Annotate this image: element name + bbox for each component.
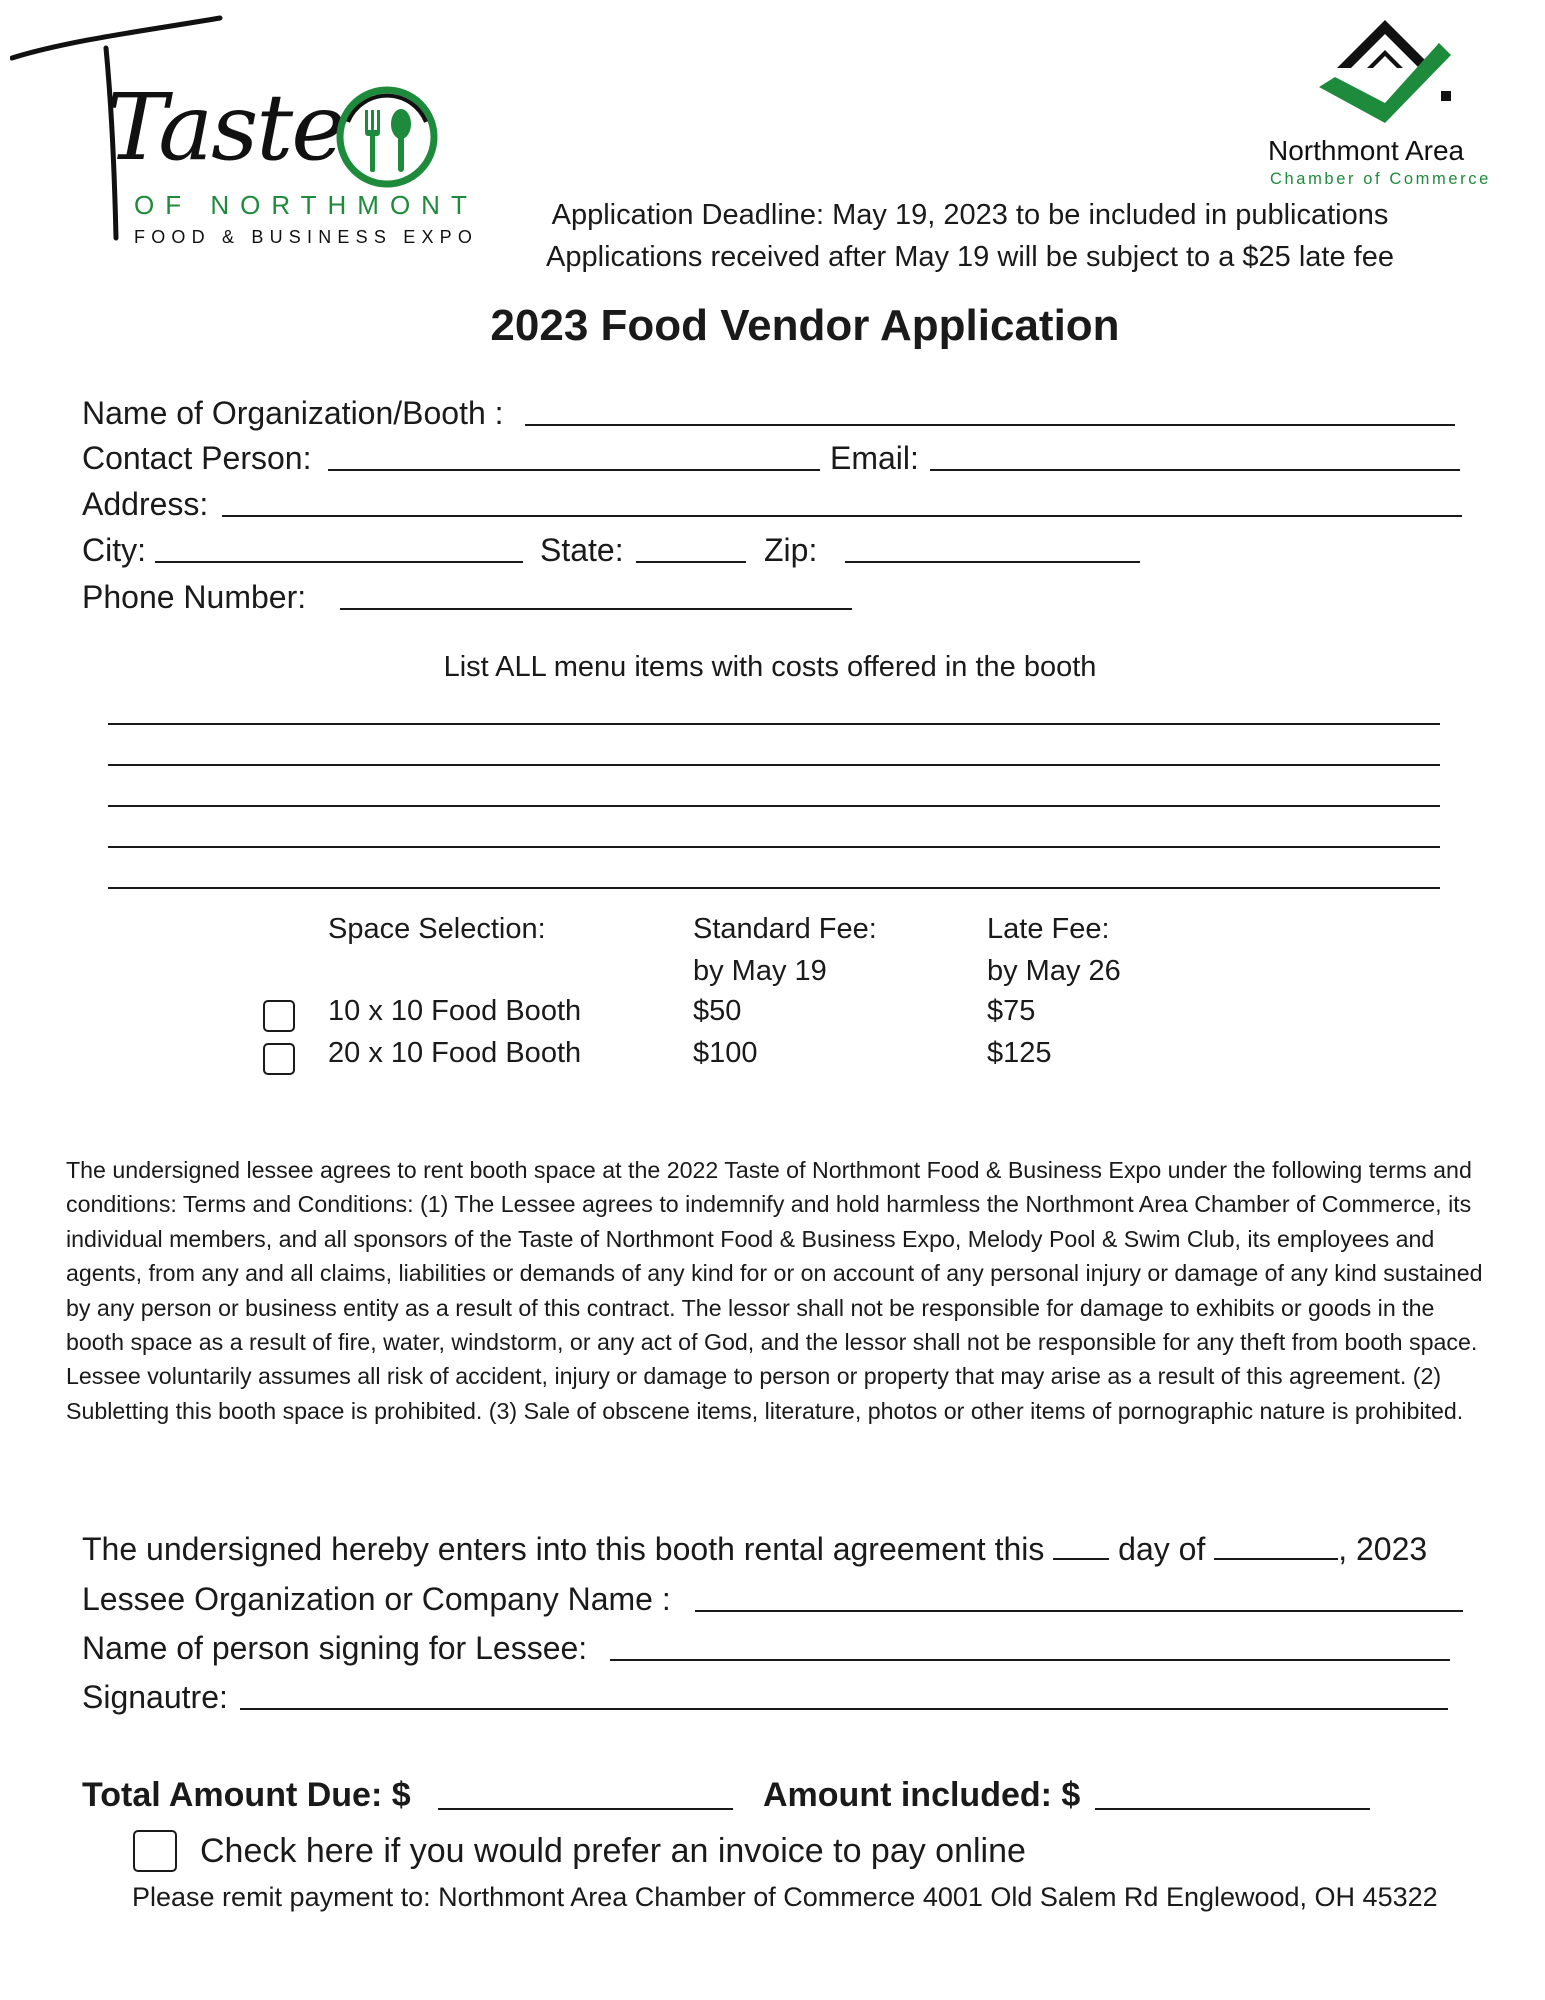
zip-field[interactable]: [845, 561, 1140, 563]
signature-label: Signautre:: [82, 1679, 228, 1715]
city-field[interactable]: [155, 561, 523, 563]
email-label: Email:: [830, 440, 919, 476]
contact-person-label: Contact Person:: [82, 440, 312, 476]
booth-20x10-standard-fee: $100: [693, 1037, 758, 1069]
taste-logo: [10, 10, 490, 250]
amount-included-label: Amount included: $: [763, 1776, 1081, 1814]
phone-field[interactable]: [340, 608, 852, 610]
email-field[interactable]: [930, 469, 1460, 471]
booth-10x10-standard-fee: $50: [693, 995, 742, 1027]
chamber-logo: [1250, 15, 1520, 190]
late-fee-header: Late Fee:: [987, 913, 1110, 945]
taste-script-word: Taste: [106, 74, 344, 181]
invoice-checkbox[interactable]: [133, 1830, 177, 1872]
deadline-notice-2: Applications received after May 19 will be subject to a $25 late fee: [546, 241, 1394, 273]
signer-name-label: Name of person signing for Lessee:: [82, 1630, 588, 1666]
city-label: City:: [82, 532, 146, 568]
address-label: Address:: [82, 486, 209, 522]
menu-line-2[interactable]: [108, 764, 1440, 766]
agreement-day-field[interactable]: [1053, 1532, 1109, 1560]
invoice-label: Check here if you would prefer an invoice to pay online: [200, 1832, 1026, 1870]
signature-field[interactable]: [240, 1708, 1448, 1710]
phone-label: Phone Number:: [82, 579, 307, 615]
booth-20x10-label: 20 x 10 Food Booth: [328, 1037, 582, 1069]
agreement-text: [82, 1530, 1427, 1568]
company-name-field[interactable]: [695, 1610, 1463, 1612]
zip-label: Zip:: [764, 532, 818, 568]
state-field[interactable]: [636, 561, 746, 563]
agreement-year: , 2023: [1338, 1531, 1428, 1567]
agreement-month-field[interactable]: [1214, 1532, 1338, 1560]
space-selection-header: Space Selection:: [328, 913, 546, 945]
deadline-notice-1: Application Deadline: May 19, 2023 to be included in publications: [551, 199, 1389, 231]
terms-and-conditions: The undersigned lessee agrees to rent booth space at the 2022 Taste of Northmont Food & Business Expo under the following terms and conditions: Terms and Conditions: (1) The Lessee agrees to indemnify and hold harmless the Northmont Area Chamber of Commerce, its individual members, and all sponsors of the Taste of Northmont Food & Business Expo, Melody Pool & Swim Club, its employees and agents, from any and all claims, liabilities or demands of any kind for or on account of any personal injury or damage of any kind sustained by any person or business entity as a result of this contract. The lessor shall not be responsible for damage to exhibits or goods in the booth space as a result of fire, water, windstorm, or any act of God, and the lessor shall not be responsible for any theft from booth space. Lessee voluntarily assumes all risk of accident, injury or damage to person or property that may arise as a result of this agreement. (2) Subletting this booth space is prohibited. (3) Sale of obscene items, literature, photos or other items of pornographic nature is prohibited.: [66, 1157, 1483, 1424]
amount-included-field[interactable]: [1095, 1808, 1370, 1810]
fork-spoon-icon: [332, 82, 442, 192]
standard-fee-deadline: by May 19: [693, 955, 827, 987]
agreement-day-of: day of: [1118, 1531, 1206, 1567]
menu-line-3[interactable]: [108, 805, 1440, 807]
late-fee-deadline: by May 26: [987, 955, 1121, 987]
booth-10x10-label: 10 x 10 Food Booth: [328, 995, 582, 1027]
menu-items-prompt: List ALL menu items with costs offered in the booth: [443, 651, 1097, 683]
total-due-label: Total Amount Due: $: [82, 1776, 411, 1814]
standard-fee-header: Standard Fee:: [693, 913, 877, 945]
total-due-field[interactable]: [438, 1808, 733, 1810]
state-label: State:: [540, 532, 624, 568]
org-name-field[interactable]: [525, 424, 1455, 426]
chamber-subtitle: Chamber of Commerce: [1270, 170, 1491, 188]
page-title: 2023 Food Vendor Application: [490, 301, 1120, 350]
booth-10x10-checkbox[interactable]: [263, 1000, 295, 1032]
signer-name-field[interactable]: [610, 1659, 1450, 1661]
booth-10x10-late-fee: $75: [987, 995, 1036, 1027]
chamber-house-check-icon: [1305, 15, 1465, 135]
menu-line-4[interactable]: [108, 846, 1440, 848]
menu-line-1[interactable]: [108, 723, 1440, 725]
booth-20x10-late-fee: $125: [987, 1037, 1052, 1069]
booth-20x10-checkbox[interactable]: [263, 1043, 295, 1075]
address-field[interactable]: [222, 515, 1462, 517]
contact-person-field[interactable]: [328, 469, 820, 471]
chamber-name: Northmont Area: [1268, 135, 1465, 166]
agreement-intro: The undersigned hereby enters into this booth rental agreement this: [82, 1531, 1045, 1567]
remit-address: Please remit payment to: Northmont Area Chamber of Commerce 4001 Old Salem Rd Englewood, OH 45322: [132, 1882, 1438, 1912]
menu-line-5[interactable]: [108, 887, 1440, 889]
logo-food-business-expo: FOOD & BUSINESS EXPO: [134, 227, 479, 247]
logo-of-northmont: OF NORTHMONT: [134, 190, 478, 220]
org-name-label: Name of Organization/Booth :: [82, 395, 504, 431]
company-name-label: Lessee Organization or Company Name :: [82, 1581, 671, 1617]
